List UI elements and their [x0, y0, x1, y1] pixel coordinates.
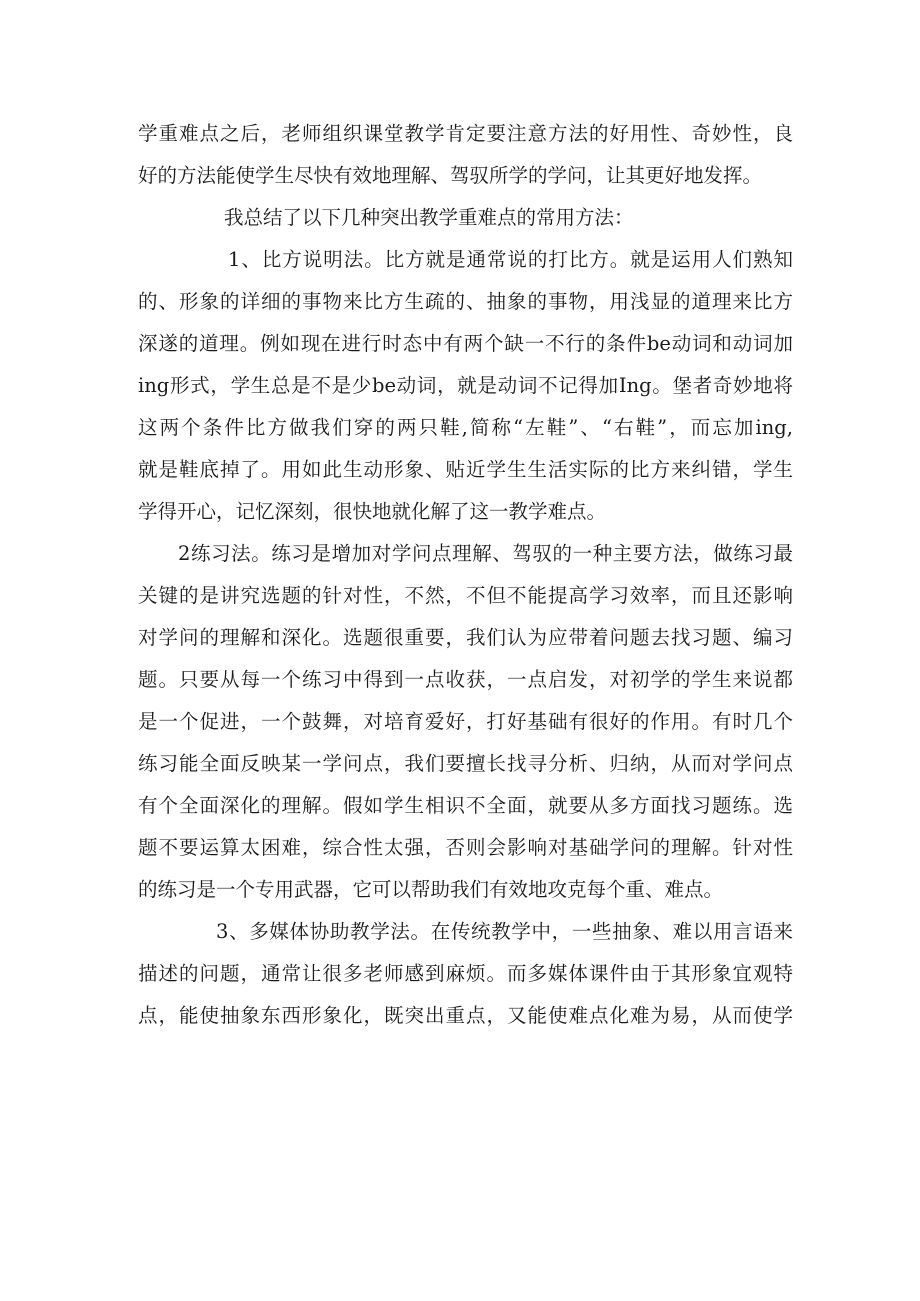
document-body: [138, 113, 793, 1037]
text-line: 练习能全面反映某一学问点，我们要擅长找寻分析、归纳，从而对学问点: [138, 752, 793, 775]
text-line: 描述的问题，通常让很多老师感到麻烦。而多媒体课件由于其形象宜观特: [138, 962, 793, 985]
paragraph-heading: 我总结了以下几种突出教学重难点的常用方法：: [224, 206, 634, 229]
text-line: 的、形象的详细的事物来比方生疏的、抽象的事物，用浅显的道理来比方: [138, 290, 793, 313]
text-line: 深遂的道理。例如现在进行时态中有两个缺一不行的条件be动词和动词加: [138, 332, 793, 355]
text-line: 这两个条件比方做我们穿的两只鞋,简称“左鞋”、“右鞋”，而忘加ing,: [138, 416, 793, 439]
text-line: 题不要运算太困难，综合性太强，否则会影响对基础学问的理解。针对性: [138, 836, 793, 859]
text-line: 的练习是一个专用武器，它可以帮助我们有效地攻克每个重、难点。: [138, 878, 724, 901]
text-line: 是一个促进，一个鼓舞，对培育爱好，打好基础有很好的作用。有时几个: [138, 710, 793, 733]
text-line: ing形式，学生总是不是少be动词，就是动词不记得加Ing。堡者奇妙地将: [138, 374, 793, 397]
text-line: 1、比方说明法。比方就是通常说的打比方。就是运用人们熟知: [228, 248, 793, 271]
text-line: 就是鞋底掉了。用如此生动形象、贴近学生生活实际的比方来纠错，学生: [138, 458, 793, 481]
text-line: 对学问的理解和深化。选题很重要，我们认为应带着问题去找习题、编习: [138, 626, 793, 649]
text-line: 点，能使抽象东西形象化，既突出重点，又能使难点化难为易，从而使学: [138, 1004, 793, 1027]
text-line: 有个全面深化的理解。假如学生相识不全面，就要从多方面找习题练。选: [138, 794, 793, 817]
text-line: 2练习法。练习是增加对学问点理解、驾驭的一种主要方法，做练习最: [178, 542, 793, 565]
text-line: 学得开心，记忆深刻，很快地就化解了这一教学难点。: [138, 500, 607, 523]
text-line: 题。只要从每一个练习中得到一点收获，一点启发，对初学的学生来说都: [138, 668, 793, 691]
text-line: 3、多媒体协助教学法。在传统教学中，一些抽象、难以用言语来: [216, 920, 793, 943]
text-line: 学重难点之后，老师组织课堂教学肯定要注意方法的好用性、奇妙性，良: [138, 122, 793, 145]
text-line: 关键的是讲究选题的针对性，不然，不但不能提高学习效率，而且还影响: [138, 584, 793, 607]
text-line: 好的方法能使学生尽快有效地理解、驾驭所学的学问，让其更好地发挥。: [138, 164, 763, 187]
